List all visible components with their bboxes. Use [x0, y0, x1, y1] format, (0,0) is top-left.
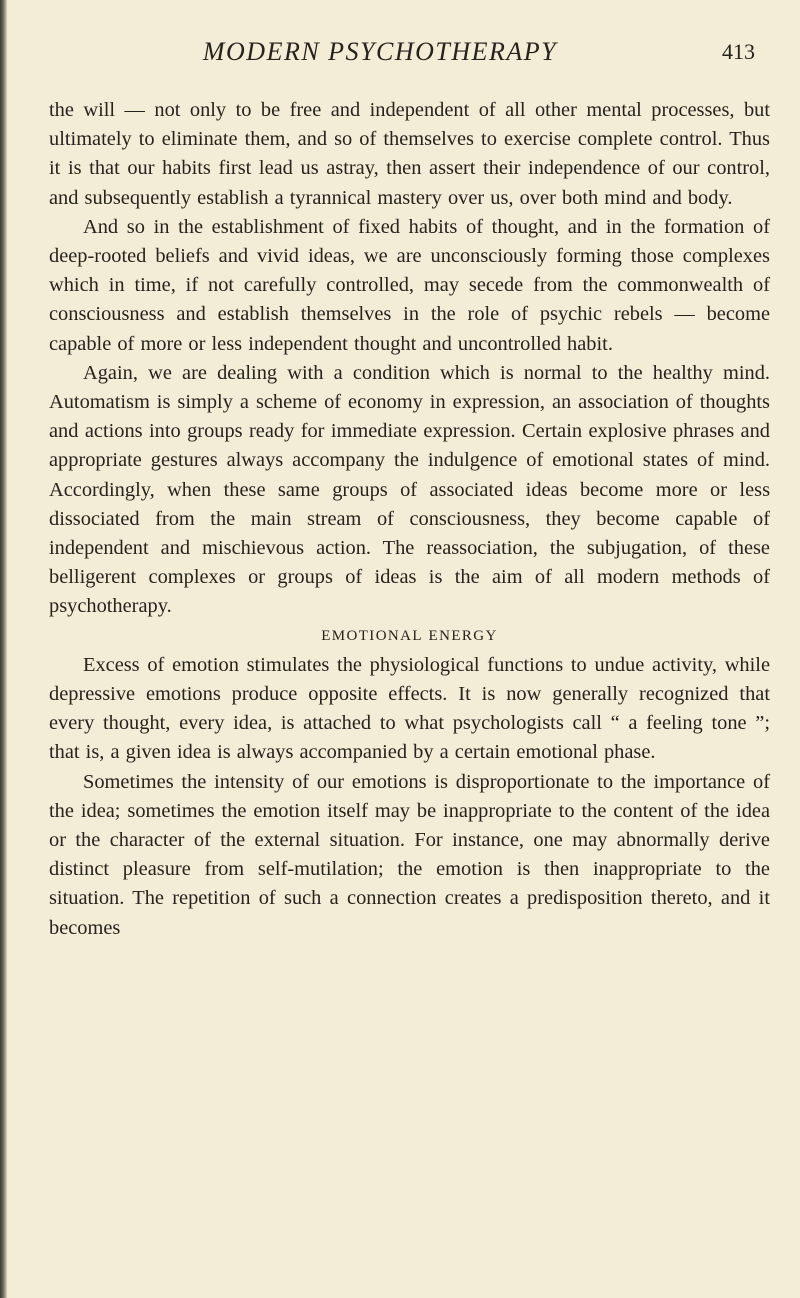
paragraph-1: the will — not only to be free and independent of all other mental processes, but ultimately to eliminate them, and so of themselves to exercise complete control. Thus it is that our habits first lead us astray, then assert their independence of our control, and subsequently establish a tyrannical mastery over us, over both mind and body.	[49, 99, 770, 209]
section-heading: EMOTIONAL ENERGY	[321, 627, 498, 644]
paragraph-2: And so in the establishment of fixed habits of thought, and in the formation of deep-rooted beliefs and vivid ideas, we are unconsciously forming those complexes which in time, if not carefully controlled, may secede from the commonwealth of consciousness and establish themselves in the role of psychic rebels — become capable of more or less independent thought and uncontrolled habit.	[49, 215, 770, 355]
running-head: MODERN PSYCHOTHERAPY	[202, 37, 558, 66]
paragraph-4: Excess of emotion stimulates the physiological functions to undue activity, while depressive emotions produce opposite effects. It is now generally recognized that every thought, every idea, is attached to what psychologists call “ a feeling tone ”; that is, a given idea is always accompanied by a certain emotional phase.	[49, 653, 770, 764]
paragraph-5: Sometimes the intensity of our emotions is disproportionate to the importance of the idea; sometimes the emotion itself may be inappropriate to the content of the idea or the character of the external situation. For instance, one may abnormally derive distinct pleasure from self-mutilation; the emotion is then inappropriate to the situation. The repetition of such a connection creates a predisposition thereto, and it becomes	[49, 770, 770, 939]
page-number: 413	[722, 39, 755, 64]
paragraph-3: Again, we are dealing with a condition which is normal to the healthy mind. Automatism is simply a scheme of economy in expression, an association of thoughts and actions into groups ready for immediate expression. Certain explosive phrases and appropriate gestures always accompany the indulgence of emotional states of mind. Accordingly, when these same groups of associated ideas become more or less dissociated from the main stream of consciousness, they become capable of independent and mischievous action. The reassociation, the subjugation, of these belligerent complexes or groups of ideas is the aim of all modern methods of psychotherapy.	[49, 361, 770, 618]
book-spine-shadow	[0, 0, 7, 1298]
body-text	[49, 96, 770, 943]
page-header	[0, 32, 800, 72]
